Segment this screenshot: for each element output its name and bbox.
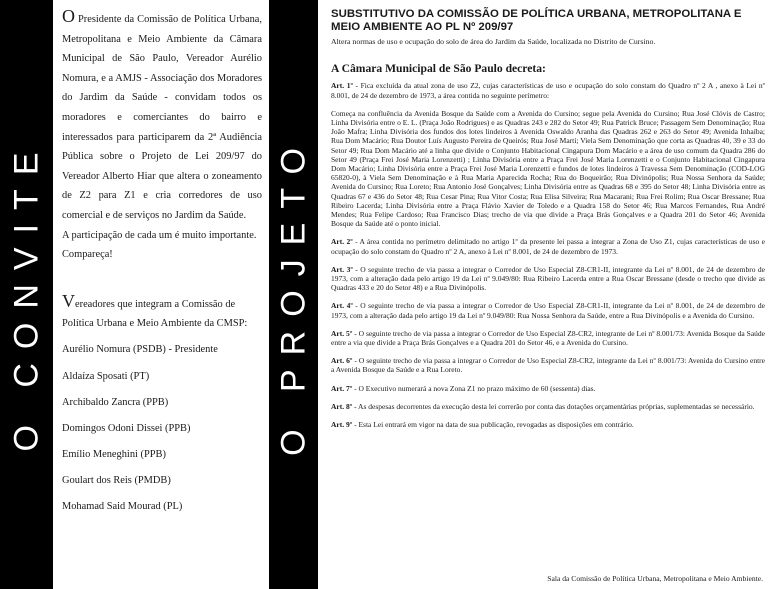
article-text: - O seguinte trecho de via passa a integrar o Corredor de Uso Especial Z8-CR2, integrante de Lei nº 8.001/73: Avenida Bosque da Saúde entre a via que divide a Praça Brás Gonçalves e a Quadra 201 do Setor 46, e a Avenida do Cursino. [331,328,765,348]
article-number: Art. 1º [331,81,353,91]
project-column [331,8,765,438]
member-item: Domingos Odoni Dissei (PPB) [62,422,191,434]
members-heading [62,290,262,334]
article-text: - O Executivo numerará a nova Zona Z1 no prazo máximo de 60 (sessenta) dias. [352,383,596,393]
article-2 [331,237,765,255]
article-8 [331,402,765,411]
member-item: Aldaíza Sposati (PT) [62,370,150,382]
member-item: Emílio Meneghini (PPB) [62,448,166,460]
project-subtitle: Altera normas de uso e ocupação do solo de área do Jardim da Saúde, localizada no Distrito de Cursino. [331,37,656,46]
members-heading-text: ereadores que integram a Comissão de Política Urbana e Meio Ambiente da CMSP: [62,298,248,330]
convite-band [0,0,53,589]
projeto-band [269,0,318,589]
decree-heading: A Câmara Municipal de São Paulo decreta: [331,62,546,76]
commission-signature: Sala da Comissão de Política Urbana, Metropolitana e Meio Ambiente. [547,574,763,583]
perimeter-description: Começa na confluência da Avenida Bosque da Saúde com a Avenida do Cursino; segue pela Avenida do Cursino; Rua José Clóvis de Castro; Linha Divisória entre o E. L. (Praça João Rodrigues) e as Quadras 243 e 282 do Setor 49; Rua Patrick Bruce; Passagem Sem Denominação; Rua João Mafra; Linha Divisória dos fundos dos lotes lindeiros à Avenida Oswaldo Aranha das Quadras 262 e 263 do Setor 49; Avenida Inhaíba; Rua Dom Macário; Rua Doutor Luís Augusto Pereira de Queirós; Rua José Martí; Viela Sem Denominação que corta as Quadras 40, 39 e 33 do Setor 49; Rua Dom Macário até a linha que divide o Conjunto Habitacional Cingapura Dom Macário e a área de uso comum da Quadra 286 do Setor 49 (Praça Frei José Maria Lorenzetti) ; Linha Divisória entre a Praça Frei José Maria Lorenzetti e o Conjunto Habitacional Cingapura Dom Macário; Linha Divisória entre a Praça Frei José Maria Lorenzetti e fundos de lotes lindeiros à Travessa Sem Denominação (COD-LOG 65820-0), à Viela Sem Denominação e à Rua Maria Aparecida Rocha; Rua do Boqueirão; Rua Divinópolis; Rua Nossa Senhora da Saúde; Avenida do Cursino; Rua Loreto; Rua Antonio José Gonçalves; Linha Divisória entre as Quadras 68 e 395 do Setor 48; Linha Divisória entre as Quadras 67 e 436 do Setor 48; Rua Cesar Pina; Rua Vitor Costa; Rua Elisa Silveira; Rua Macarani; Rua Frei Rolim; Rua Oscar Bressane; Rua Ribeiro Lacerda; Linha Divisória entre a Praça Flávio Xavier de Toledo e a Quadra 158 do Setor 46; Rua Marcos Fernandes, Rua André Mendes; Rua Felipe Cardoso; Rua Francisco Dias; trecho de via que divide a Praça Brás Gonçalves e a Quadra 201 do Setor 46; Avenida Bosque da Saúde até o ponto inicial. [331,108,765,229]
project-title: SUBSTITUTIVO DA COMISSÃO DE POLÍTICA URBANA, METROPOLITANA E MEIO AMBIENTE AO PL Nº 209/97 [331,8,742,33]
article-3 [331,265,765,293]
convite-band-label: O CONVITE [7,137,45,452]
article-number: Art. 9º [331,420,353,430]
article-text: - As despesas decorrentes da execução desta lei correrão por conta das dotações orçamentárias próprias, suplementadas se necessário. [352,401,755,411]
article-4 [331,301,765,319]
invite-column [62,6,262,517]
article-7 [331,384,765,393]
invite-drop-cap: O [62,6,75,26]
article-text: - O seguinte trecho de via passa a integrar o Corredor de Uso Especial Z8-CR2, integrante da Lei nº 8.001/73: Avenida do Cursino entre a Avenida Bosque da Saúde e a Rua Loreto. [331,356,766,375]
invite-body: Presidente da Comissão de Política Urbana, Metropolitana e Meio Ambiente da Câmara Municipal de São Paulo, Vereador Aurélio Nomura, e a AMJS - Associação dos Moradores do Jardim da Saúde - convidam todos os moradores e comerciantes do bairro e interessados para participarem da 2ª Audiência Pública sobre o Projeto de Lei 209/97 do Vereador Alberto Hiar que altera o zoneamento de Z2 para Z1 e cria corredores de uso comercial e de serviços no Jardim da Saúde. [62,14,262,221]
article-number: Art. 4º [331,301,353,311]
article-number: Art. 8º [331,401,353,411]
member-item: Goulart dos Reis (PMDB) [62,474,171,486]
article-9 [331,420,765,429]
article-text: - O seguinte trecho de via passa a integrar o Corredor de Uso Especial Z8-CR1-II, integrante da Lei nº 8.001, de 24 de dezembro de 1973, com a alteração dada pelo artigo 19 da Lei nº 9.049/80: Rua Nossa Senhora da Saúde, entre a Rua Divinópolis e a Avenida do Cursino. [331,301,765,320]
article-6 [331,356,765,374]
article-number: Art. 5º [331,328,353,338]
article-number: Art. 6º [331,356,353,366]
projeto-band-label: O PROJETO [274,133,312,456]
member-item: Aurélio Nomura (PSDB) - Presidente [62,344,218,356]
invite-text [62,6,262,226]
article-text: - Fica excluída da atual zona de uso Z2, cujas características de uso e ocupação do solo constam do Quadro nº 2 A , anexo à Lei nº 8.001, de 24 de dezembro de 1973, a área contida no seguinte perímetro: [331,81,765,100]
commission-members [62,290,262,517]
article-number: Art. 2º [331,237,353,247]
article-number: Art. 3º [331,264,353,274]
article-number: Art. 7º [331,383,353,393]
member-item: Archibaldo Zancra (PPB) [62,396,169,408]
article-text: - Esta Lei entrará em vigor na data de sua publicação, revogadas as disposições em contrário. [352,420,634,430]
invite-closing: A participação de cada um é muito importante. Compareça! [62,229,257,261]
member-item: Mohamad Said Mourad (PL) [62,500,183,512]
members-drop-cap: V [62,290,75,311]
article-text: - O seguinte trecho de via passa a integrar o Corredor de Uso Especial Z8-CR1-II, integrante da Lei nº 8.001, de 24 de dezembro de 1973, com a alteração dada pelo artigo 19 da Lei nº 9.049/80: Rua Ribeiro Lacerda entre a Rua Oscar Bressane (desde o trecho que divide as Quadras 433 e 20 do Setor 48) e a Rua Divinópolis. [331,264,765,293]
article-1 [331,81,765,99]
article-text: - A área contida no perímetro delimitado no artigo 1º da presente lei passa a integrar a Zona de Uso Z1, cujas características de uso e ocupação do solo constam do Quadro nº 2 A, anexo à Lei nº 8.001, de 24 de dezembro de 1973. [331,237,766,256]
article-5 [331,329,765,347]
